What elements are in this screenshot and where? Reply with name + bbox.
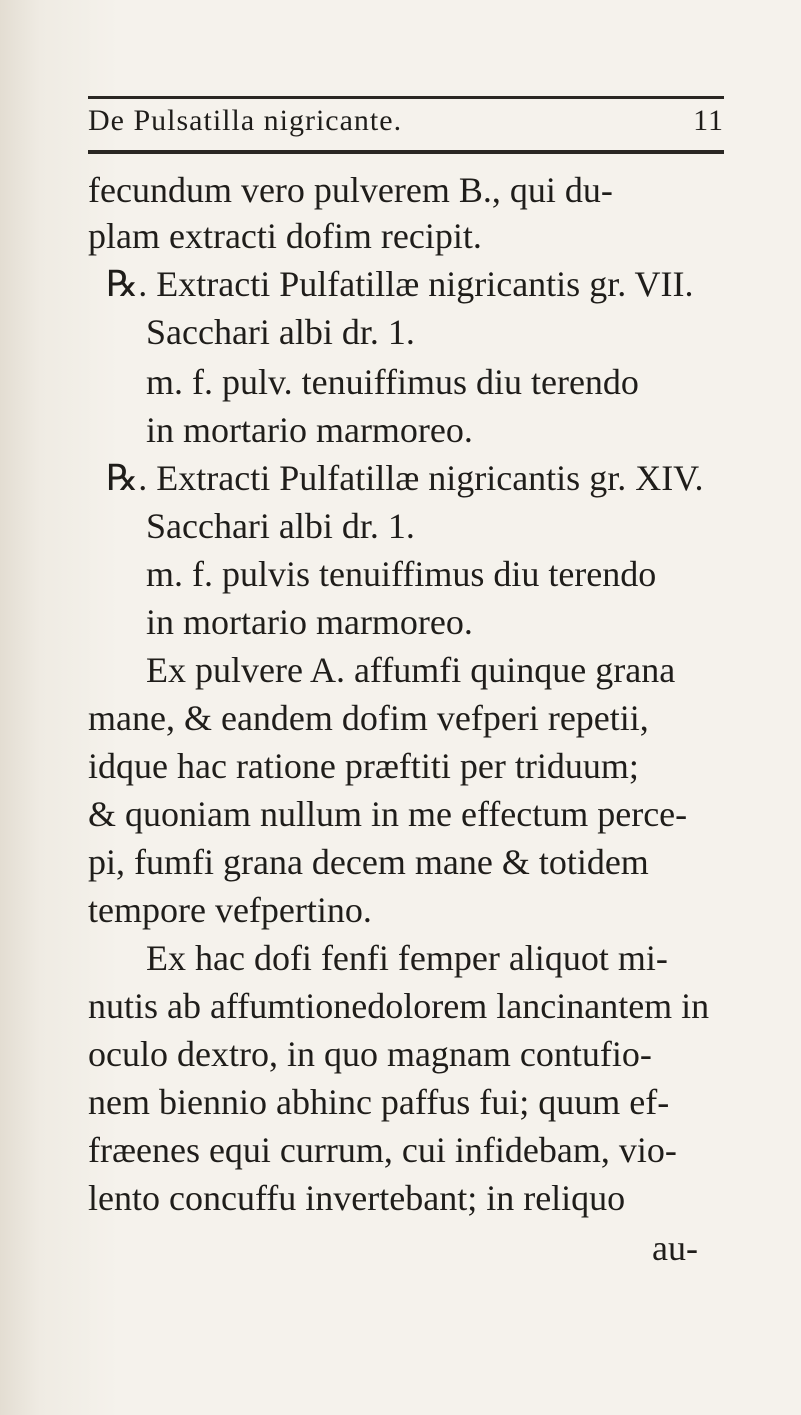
text-line: Ex pulvere A. affumfi quinque grana: [146, 650, 676, 690]
recipe-line: Sacchari albi dr. 1.: [146, 312, 415, 352]
text-line: nem biennio abhinc paffus fui; quum ef-: [88, 1082, 670, 1122]
recipe-line: in mortario marmoreo.: [146, 602, 473, 642]
text-line: oculo dextro, in quo magnam contufio-: [88, 1034, 652, 1074]
recipe-line: Sacchari albi dr. 1.: [146, 506, 415, 546]
text-line: tempore vefpertino.: [88, 890, 372, 930]
text-line: pi, fumfi grana decem mane & totidem: [88, 842, 649, 882]
text-line: fecundum vero pulverem B., qui du-: [88, 170, 613, 210]
catchword: au-: [652, 1228, 698, 1268]
recipe-line: m. f. pulvis tenuiffimus diu terendo: [146, 554, 657, 594]
text-line: plam extracti dofim recipit.: [88, 216, 482, 256]
recipe-line: in mortario marmoreo.: [146, 410, 473, 450]
text-line: idque hac ratione præftiti per triduum;: [88, 746, 639, 786]
text-line: Ex hac dofi fenfi femper aliquot mi-: [146, 938, 668, 978]
text-line: lento concuffu invertebant; in reliquo: [88, 1178, 626, 1218]
text-line: nutis ab affumtionedolorem lancinantem in: [88, 986, 710, 1026]
text-line: mane, & eandem dofim vefperi repetii,: [88, 698, 649, 738]
running-head-title: De Pulsatilla nigricante.: [88, 104, 403, 137]
page-number: 11: [693, 104, 724, 137]
header-rule-bottom: [88, 150, 724, 154]
recipe-line: ℞. Extracti Pulfatillæ nigricantis gr. XIV.: [106, 458, 704, 498]
text-line: fræenes equi currum, cui infidebam, vio-: [88, 1130, 677, 1170]
recipe-line: m. f. pulv. tenuiffimus diu terendo: [146, 362, 639, 402]
recipe-line: ℞. Extracti Pulfatillæ nigricantis gr. VII.: [106, 264, 694, 304]
text-line: & quoniam nullum in me effectum perce-: [88, 794, 688, 834]
header-rule-top: [88, 96, 724, 99]
